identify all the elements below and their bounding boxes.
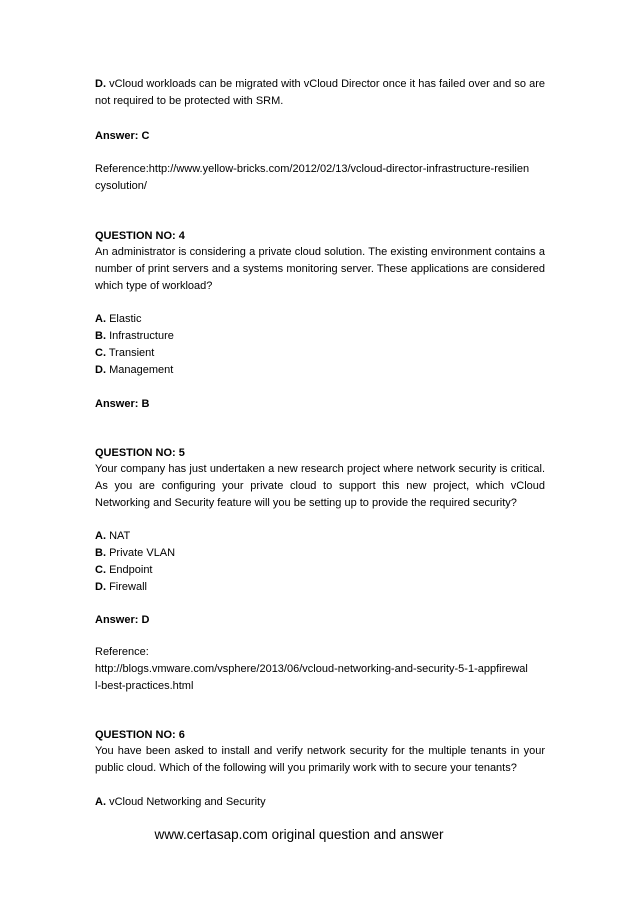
option-a: A. vCloud Networking and Security xyxy=(95,796,266,808)
option-text: vCloud workloads can be migrated with vCloud Director once it has failed over and so are not required to be protected with SRM. xyxy=(95,78,545,107)
question-heading-6: QUESTION NO: 6 xyxy=(95,729,185,741)
option-d: D. Firewall xyxy=(95,581,147,593)
page-footer xyxy=(0,826,638,844)
reference-line: http://blogs.vmware.com/vsphere/2013/06/vcloud-networking-and-security-5-1-appfirewal xyxy=(95,663,528,675)
answer-q4: Answer: B xyxy=(95,398,150,410)
option-c: C. Endpoint xyxy=(95,564,153,576)
reference-line: Reference:http://www.yellow-bricks.com/2012/02/13/vcloud-director-infrastructure-resilien xyxy=(95,163,530,175)
question-text-6: You have been asked to install and verify network security for the multiple tenants in your public cloud. Which of the following will you primarily work with to secure your tenants? xyxy=(95,745,545,774)
question-heading-4: QUESTION NO: 4 xyxy=(95,230,185,242)
reference-q3 xyxy=(95,161,545,195)
option-b: B. Infrastructure xyxy=(95,330,174,342)
option-letter: D. xyxy=(95,78,106,90)
option-c: C. Transient xyxy=(95,347,155,359)
option-a: A. Elastic xyxy=(95,313,142,325)
option-b: B. Private VLAN xyxy=(95,547,176,559)
options-q6 xyxy=(95,794,545,811)
question-text-5: Your company has just undertaken a new research project where network security is critical. As you are configuring your private cloud to support this new project, which vCloud Networking and Security feature will you be setting up to provide the required security? xyxy=(95,463,545,509)
reference-q5 xyxy=(95,644,545,695)
answer-q5: Answer: D xyxy=(95,614,150,626)
footer-text: www.certasap.com original question and answer xyxy=(154,827,444,842)
reference-line: cysolution/ xyxy=(95,180,147,192)
answer-q3: Answer: C xyxy=(95,130,150,142)
option-d-q3 xyxy=(95,76,545,110)
options-q4 xyxy=(95,311,545,379)
option-d: D. Management xyxy=(95,364,174,376)
option-a: A. NAT xyxy=(95,530,131,542)
reference-line: Reference: xyxy=(95,646,149,658)
question-heading-5: QUESTION NO: 5 xyxy=(95,447,185,459)
options-q5 xyxy=(95,528,545,596)
question-text-4: An administrator is considering a private cloud solution. The existing environment contains a number of print servers and a systems monitoring server. These applications are considered which type of workload? xyxy=(95,246,545,292)
reference-line: l-best-practices.html xyxy=(95,680,194,692)
